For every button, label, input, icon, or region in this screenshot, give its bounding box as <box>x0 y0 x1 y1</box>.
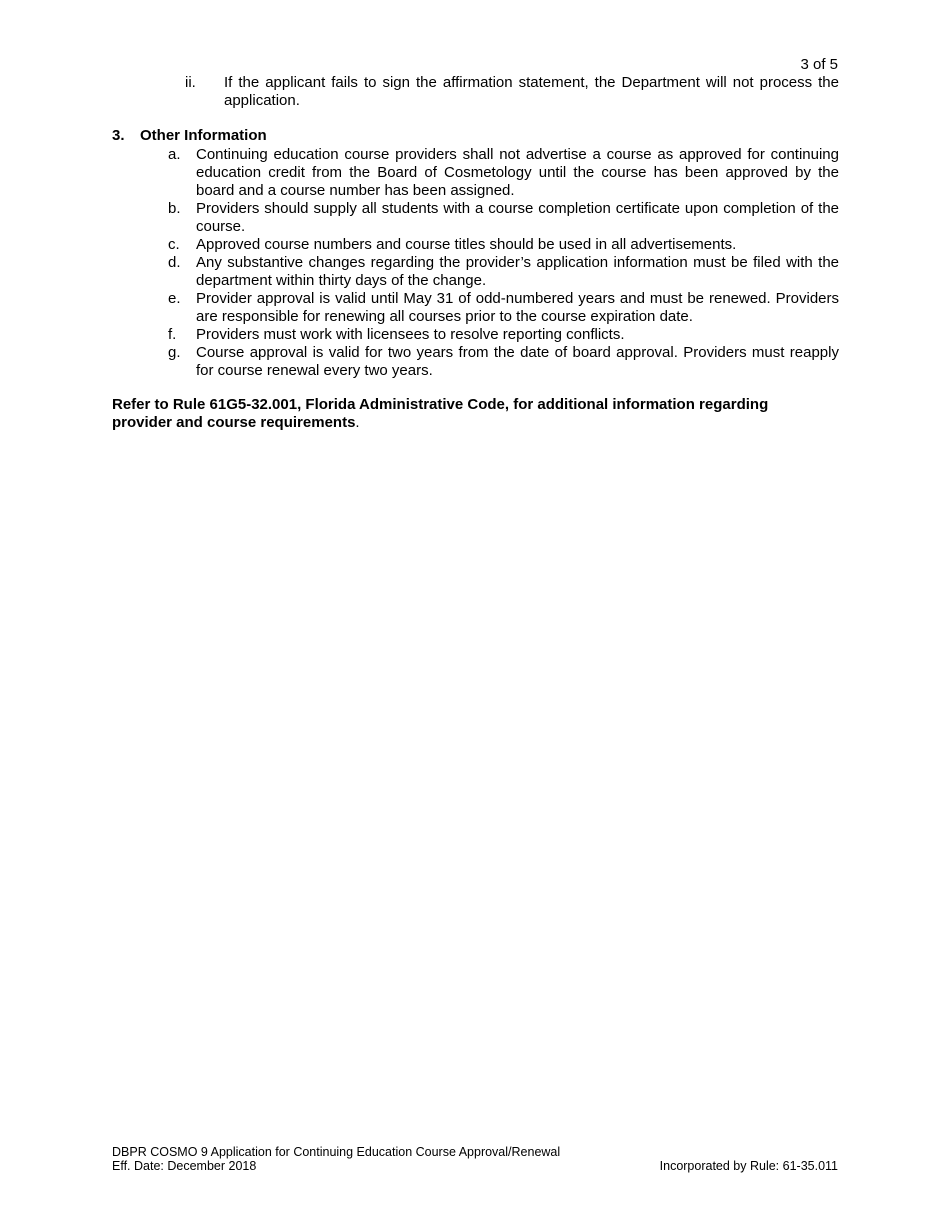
list-item-text: Provider approval is valid until May 31 of odd-numbered years and must be renewed. Providers are responsible for renewing all courses prior to the course expiration date. <box>196 290 839 325</box>
list-marker: g. <box>168 344 181 361</box>
page-number: 3 of 5 <box>800 56 838 73</box>
other-information-list <box>168 146 839 380</box>
roman-list-item <box>185 74 839 110</box>
list-marker: f. <box>168 326 177 343</box>
section-title: Other Information <box>140 127 267 144</box>
section-number: 3. <box>112 127 125 144</box>
list-item <box>168 146 839 200</box>
list-item-text: Providers must work with licensees to resolve reporting conflicts. <box>196 326 625 343</box>
list-item <box>168 326 839 344</box>
form-title: DBPR COSMO 9 Application for Continuing Education Course Approval/Renewal <box>112 1145 561 1159</box>
list-item-text: Continuing education course providers shall not advertise a course as approved for continuing education credit from the Board of Cosmetology until the course has been approved by the board and a course number has been assigned. <box>196 146 839 199</box>
list-marker: e. <box>168 290 181 307</box>
effective-date: Eff. Date: December 2018 <box>112 1159 257 1173</box>
list-marker: a. <box>168 146 181 163</box>
list-item-text: If the applicant fails to sign the affirmation statement, the Department will not process the application. <box>224 74 839 109</box>
list-marker: b. <box>168 200 181 217</box>
rule-reference-text: Refer to Rule 61G5-32.001, Florida Administrative Code, for additional information regarding provider and course requirements <box>112 396 769 431</box>
list-item-text: Approved course numbers and course titles should be used in all advertisements. <box>196 236 737 253</box>
list-item-text: Course approval is valid for two years from the date of board approval. Providers must reapply for course renewal every two years. <box>196 344 839 379</box>
list-item <box>168 254 839 290</box>
list-marker: ii. <box>185 74 196 91</box>
section-heading <box>112 127 267 145</box>
list-item-text: Any substantive changes regarding the provider’s application information must be filed with the department within thirty days of the change. <box>196 254 839 289</box>
list-item <box>168 200 839 236</box>
list-item <box>168 290 839 326</box>
rule-reference-period: . <box>355 414 360 431</box>
list-item <box>168 344 839 380</box>
list-item <box>168 236 839 254</box>
list-marker: c. <box>168 236 180 253</box>
footer-left <box>112 1145 560 1173</box>
incorporated-by-rule: Incorporated by Rule: 61-35.011 <box>659 1159 838 1173</box>
list-item-text: Providers should supply all students with a course completion certificate upon completion of the course. <box>196 200 839 235</box>
rule-reference <box>112 396 812 432</box>
list-marker: d. <box>168 254 181 271</box>
